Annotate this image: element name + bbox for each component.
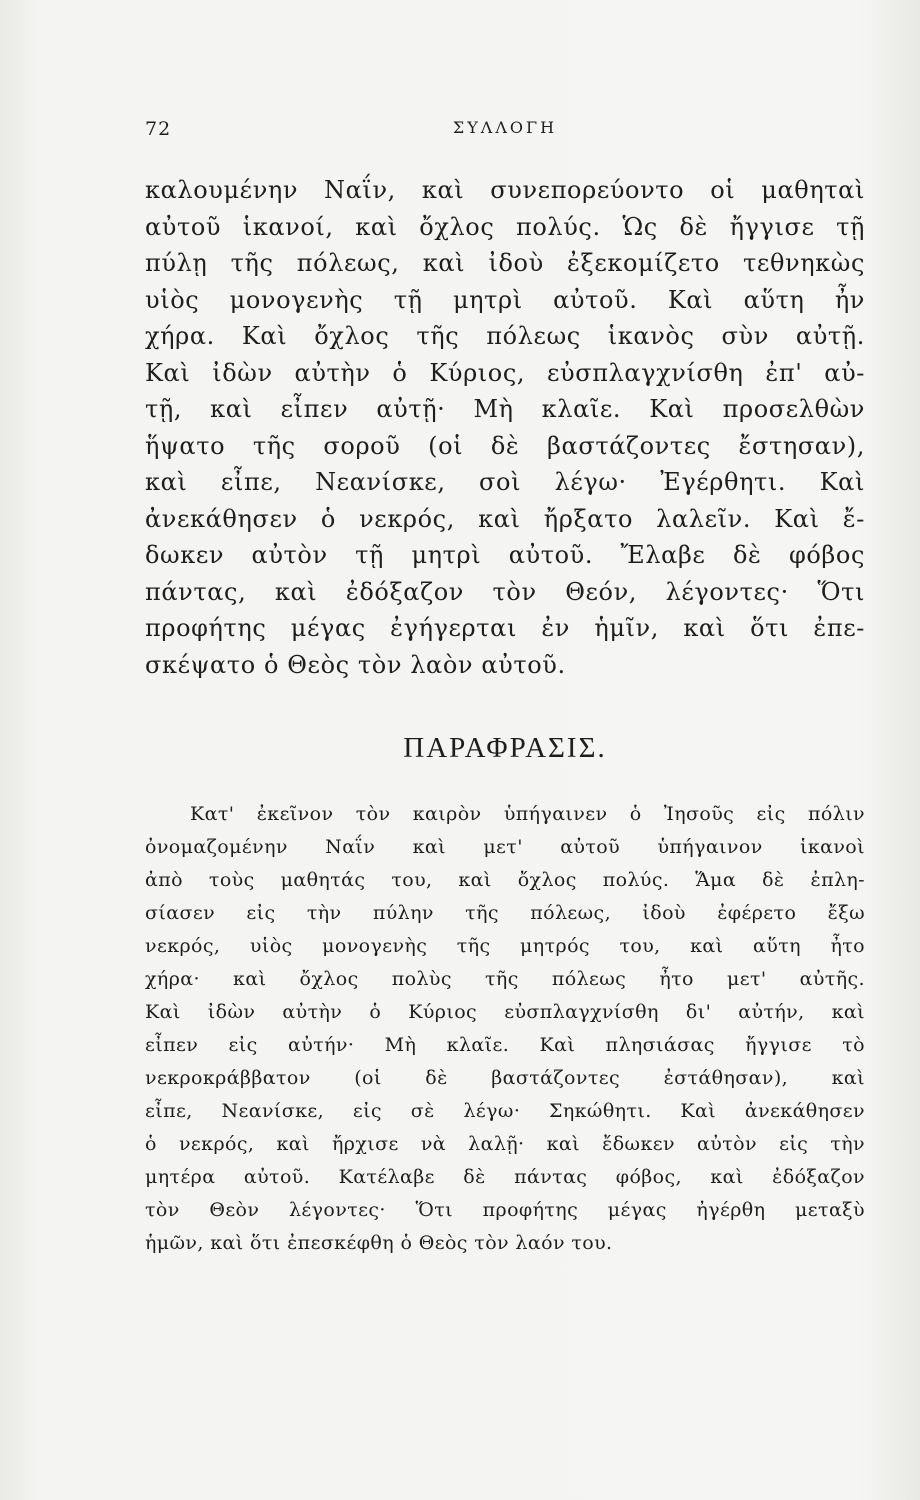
page-number: 72 bbox=[145, 118, 172, 140]
text-line: πύλῃ τῆς πόλεως, καὶ ἰδοὺ ἐξεκομίζετο τεθνηκὼς bbox=[145, 249, 865, 277]
text-line: σκέψατο ὁ Θεὸς τὸν λαὸν αὐτοῦ. bbox=[145, 650, 566, 679]
text-line: ὁ νεκρός, καὶ ἤρχισε νὰ λαλῇ· καὶ ἔδωκεν αὐτὸν εἰς τὴν bbox=[145, 1133, 865, 1155]
text-line: εἶπε, Νεανίσκε, εἰς σὲ λέγω· Σηκώθητι. Καὶ ἀνεκάθησεν bbox=[145, 1100, 865, 1122]
text-line: υἱὸς μονογενὴς τῇ μητρὶ αὐτοῦ. Καὶ αὕτη ἦν bbox=[145, 285, 865, 314]
text-line: πάντας, καὶ ἐδόξαζον τὸν Θεόν, λέγοντες· Ὅτι bbox=[145, 577, 865, 606]
text-line: αὐτοῦ ἱκανοί, καὶ ὄχλος πολύς. Ὡς δὲ ἤγγισε τῇ bbox=[145, 212, 865, 241]
text-line: προφήτης μέγας ἐγήγερται ἐν ἡμῖν, καὶ ὅτι ἐπε- bbox=[145, 614, 865, 642]
text-line: χήρα· καὶ ὄχλος πολὺς τῆς πόλεως ἦτο μετ' αὐτῆς. bbox=[145, 968, 865, 990]
text-line: Καὶ ἰδὼν αὐτὴν ὁ Κύριος εὐσπλαγχνίσθη δι' αὐτήν, καὶ bbox=[145, 1001, 865, 1023]
text-line: ἀπὸ τοὺς μαθητάς του, καὶ ὄχλος πολύς. Ἅμα δὲ ἐπλη- bbox=[145, 869, 865, 891]
text-line: εἶπεν εἰς αὐτήν· Μὴ κλαῖε. Καὶ πλησιάσας ἤγγισε τὸ bbox=[145, 1034, 865, 1056]
text-line: ὀνομαζομένην Ναΐν καὶ μετ' αὐτοῦ ὑπήγαινον ἱκανοὶ bbox=[145, 836, 865, 858]
gospel-passage bbox=[145, 172, 865, 683]
text-line: μητέρα αὐτοῦ. Κατέλαβε δὲ πάντας φόβος, καὶ ἐδόξαζον bbox=[145, 1166, 865, 1188]
text-line: ἀνεκάθησεν ὁ νεκρός, καὶ ἤρξατο λαλεῖν. Καὶ ἔ- bbox=[145, 504, 865, 533]
paraphrase-passage bbox=[145, 798, 865, 1260]
page-header bbox=[145, 118, 865, 148]
text-line: καὶ εἶπε, Νεανίσκε, σοὶ λέγω· Ἐγέρθητι. Καὶ bbox=[145, 468, 865, 496]
text-line: Καὶ ἰδὼν αὐτὴν ὁ Κύριος, εὐσπλαγχνίσθη ἐπ' αὐ- bbox=[145, 358, 865, 387]
text-line: σίασεν εἰς τὴν πύλην τῆς πόλεως, ἰδοὺ ἐφέρετο ἔξω bbox=[145, 902, 865, 924]
text-line: Κατ' ἐκεῖνον τὸν καιρὸν ὑπήγαινεν ὁ Ἰησοῦς εἰς πόλιν bbox=[190, 803, 865, 825]
text-line: νεκροκράββατον (οἱ δὲ βαστάζοντες ἐστάθησαν), καὶ bbox=[145, 1067, 865, 1089]
text-line: τὸν Θεὸν λέγοντες· Ὅτι προφήτης μέγας ἠγέρθη μεταξὺ bbox=[145, 1199, 865, 1221]
text-line: ἥψατο τῆς σοροῦ (οἱ δὲ βαστάζοντες ἔστησαν), bbox=[145, 431, 865, 460]
text-line: χήρα. Καὶ ὄχλος τῆς πόλεως ἱκανὸς σὺν αὐτῇ. bbox=[145, 322, 865, 350]
text-line: ἡμῶν, καὶ ὅτι ἐπεσκέφθη ὁ Θεὸς τὸν λαόν του. bbox=[145, 1232, 613, 1254]
running-title: ΣΥΛΛΟΓΗ bbox=[452, 118, 558, 137]
section-title: ΠΑΡΑΦΡΑΣΙΣ. bbox=[403, 732, 607, 764]
text-line: καλουμένην Ναΐν, καὶ συνεπορεύοντο οἱ μαθηταὶ bbox=[145, 176, 865, 204]
text-line: δωκεν αὐτὸν τῇ μητρὶ αὐτοῦ. Ἔλαβε δὲ φόβος bbox=[145, 541, 865, 569]
text-line: τῇ, καὶ εἶπεν αὐτῇ· Μὴ κλαῖε. Καὶ προσελθὼν bbox=[145, 395, 865, 423]
text-line: νεκρός, υἱὸς μονογενὴς τῆς μητρός του, καὶ αὕτη ἦτο bbox=[145, 935, 865, 957]
